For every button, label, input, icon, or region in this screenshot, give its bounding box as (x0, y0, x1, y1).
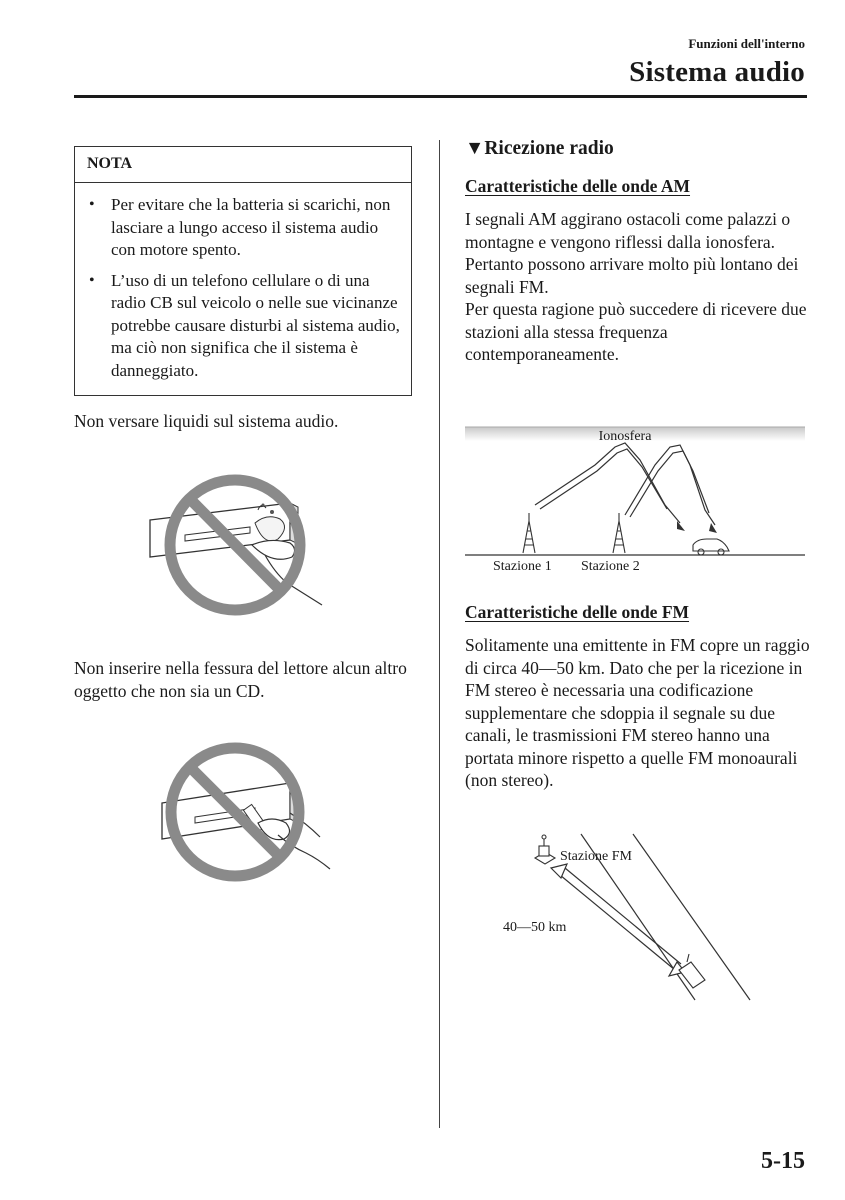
am-heading: Caratteristiche delle onde AM (465, 176, 691, 196)
fm-text: Solitamente una emittente in FM copre un raggio di circa 40―50 km. Dato che per la ricezione in FM stereo è necessaria una codificazione supplementare che sdoppia il segnale su due canali, le trasmissioni FM stereo hanno una portata minore rispetto a quelle FM monoaurali (non stereo). (465, 635, 810, 790)
header-divider (74, 95, 807, 98)
fm-range-label: 40—50 km (503, 920, 567, 935)
column-divider (439, 140, 440, 1128)
station2-label: Stazione 2 (581, 559, 640, 574)
no-objects-illustration (150, 735, 340, 885)
note-item-battery: • Per evitare che la batteria si scarichi, non lasciare a lungo acceso il sistema audio con motore spento. (87, 194, 401, 262)
page-number: 5-15 (761, 1148, 805, 1174)
chapter-label: Funzioni dell'interno (688, 36, 805, 51)
warning-liquids: Non versare liquidi sul sistema audio. (74, 411, 339, 431)
section-title: Ricezione radio (484, 138, 614, 159)
note-box (74, 146, 412, 396)
fm-station-label: Stazione FM (560, 849, 632, 864)
warning-objects: Non inserire nella fessura del lettore alcun altro oggetto che non sia un CD. (74, 658, 407, 701)
note-heading: NOTA (75, 147, 411, 183)
section-heading (465, 138, 614, 160)
am-text: I segnali AM aggirano ostacoli come palazzi o montagne e vengono riflessi dalla ionosfera. Pertanto possono arrivare molto più lontano dei segnali FM. Per questa ragione può succedere di ricevere due stazioni alla stessa frequenza contemporaneamente. (465, 209, 807, 364)
ionosphere-label: Ionosfera (598, 429, 652, 444)
station1-label: Stazione 1 (493, 559, 552, 574)
note-item-phone: • L’uso di un telefono cellulare o di una radio CB sul veicolo o nelle sue vicinanze potrebbe causare disturbi al sistema audio, ma ciò non significa che il sistema è danneggiato. (87, 270, 401, 383)
fm-diagram (495, 830, 765, 1015)
am-diagram (465, 425, 805, 575)
no-liquids-illustration (140, 465, 340, 625)
page-title: Sistema audio (629, 56, 805, 88)
section-marker-icon: ▼ (465, 138, 485, 159)
fm-heading: Caratteristiche delle onde FM (465, 602, 690, 622)
note-list (75, 183, 411, 382)
